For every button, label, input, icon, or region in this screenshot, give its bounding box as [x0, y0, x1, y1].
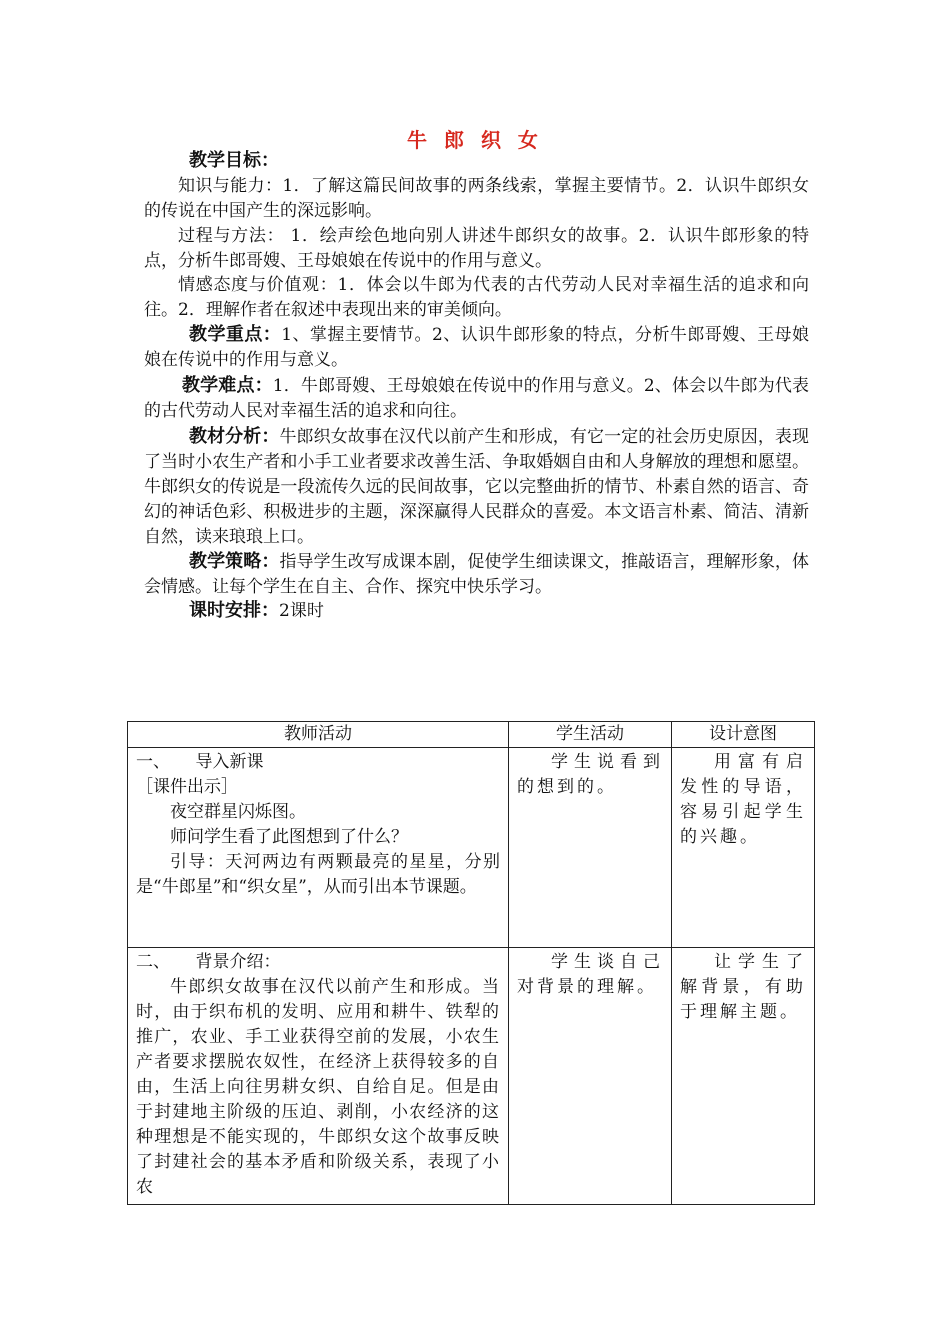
section-title: 二、 背景介绍：	[136, 952, 281, 972]
table-row	[128, 948, 815, 1205]
difficulties-text: 1．牛郎哥嫂、王母娘娘在传说中的作用与意义。2、体会以牛郎为代表的古代劳动人民对幸福生活的追求和向往。	[144, 376, 809, 421]
difficulties-heading: 教学难点：	[182, 375, 273, 396]
teacher-line: 夜空群星闪烁图。	[170, 802, 306, 822]
design-intent-cell	[672, 948, 815, 1205]
analysis-text: 牛郎织女故事在汉代以前产生和形成，有它一定的社会历史原因，表现了当时小农生产者和小手工业者要求改善生活、争取婚姻自由和人身解放的理想和愿望。牛郎织女的传说是一段流传久远的民间故事，它以完整曲折的情节、朴素自然的语言、奇幻的神话色彩、积极进步的主题，深深赢得人民群众的喜爱。本文语言朴素、简洁、清新自然，读来琅琅上口。	[144, 427, 810, 547]
table-header-row	[128, 722, 815, 748]
student-activity-text: 学生说看到的想到的。	[517, 752, 663, 797]
design-intent-cell	[672, 748, 815, 948]
design-intent-text: 用富有启发性的导语，容易引起学生的兴趣。	[680, 752, 806, 847]
student-activity-cell	[509, 748, 672, 948]
strategy-section	[144, 549, 809, 600]
key-points-text: 1、掌握主要情节。2、认识牛郎形象的特点，分析牛郎哥嫂、王母娘娘在传说中的作用与意义。	[144, 325, 809, 370]
schedule-section	[144, 598, 809, 624]
key-points-section	[144, 322, 809, 373]
student-activity-text: 学生谈自己对背景的理解。	[517, 952, 663, 997]
teacher-activity-cell	[128, 748, 509, 948]
teacher-line: ［课件出示］	[136, 777, 238, 797]
key-points-heading: 教学重点：	[189, 324, 282, 345]
strategy-text: 指导学生改写成课本剧，促使学生细读课文，推敲语言，理解形象，体会情感。让每个学生在自主、合作、探究中快乐学习。	[144, 552, 810, 597]
difficulties-section	[144, 373, 809, 424]
teacher-line: 师问学生看了此图想到了什么？	[170, 827, 408, 847]
header-student-activity: 学生活动	[509, 722, 672, 748]
goal-emotion: 情感态度与价值观：1．体会以牛郎为代表的古代劳动人民对幸福生活的追求和向往。2．理解作者在叙述中表现出来的审美倾向。	[144, 275, 809, 320]
teacher-line: 引导：天河两边有两颗最亮的星星，分别是“牛郎星”和“织女星”，从而引出本节课题。	[136, 852, 500, 897]
header-teacher-activity: 教师活动	[128, 722, 509, 748]
schedule-heading: 课时安排：	[189, 600, 279, 621]
goals-heading: 教学目标：	[189, 150, 279, 171]
document-title: 牛 郎 织 女	[407, 128, 543, 152]
section-title: 一、 导入新课	[136, 752, 264, 772]
goal-process: 过程与方法： 1．绘声绘色地向别人讲述牛郎织女的故事。2．认识牛郎形象的特点，分析牛郎哥嫂、王母娘娘在传说中的作用与意义。	[144, 226, 809, 271]
teacher-activity-cell	[128, 948, 509, 1205]
analysis-heading: 教材分析：	[189, 426, 280, 447]
strategy-heading: 教学策略：	[189, 551, 280, 572]
lesson-plan-table	[127, 721, 815, 1205]
teacher-line: 牛郎织女故事在汉代以前产生和形成。当时，由于织布机的发明、应用和耕牛、铁犁的推广，农业、手工业获得空前的发展，小农生产者要求摆脱农奴性，在经济上获得较多的自由，生活上向往男耕女织、自给自足。但是由于封建地主阶级的压迫、剥削，小农经济的这种理想是不能实现的，牛郎织女这个故事反映了封建社会的基本矛盾和阶级关系，表现了小农	[136, 977, 500, 1197]
student-activity-cell	[509, 948, 672, 1205]
analysis-section	[144, 424, 809, 550]
table-row	[128, 748, 815, 948]
schedule-text: 2课时	[279, 601, 324, 621]
goals-heading-block	[144, 148, 809, 174]
header-design-intent: 设计意图	[672, 722, 815, 748]
design-intent-text: 让学生了解背景，有助于理解主题。	[680, 952, 806, 1022]
goal-knowledge: 知识与能力：1．了解这篇民间故事的两条线索，掌握主要情节。2．认识牛郎织女的传说在中国产生的深远影响。	[144, 176, 809, 221]
